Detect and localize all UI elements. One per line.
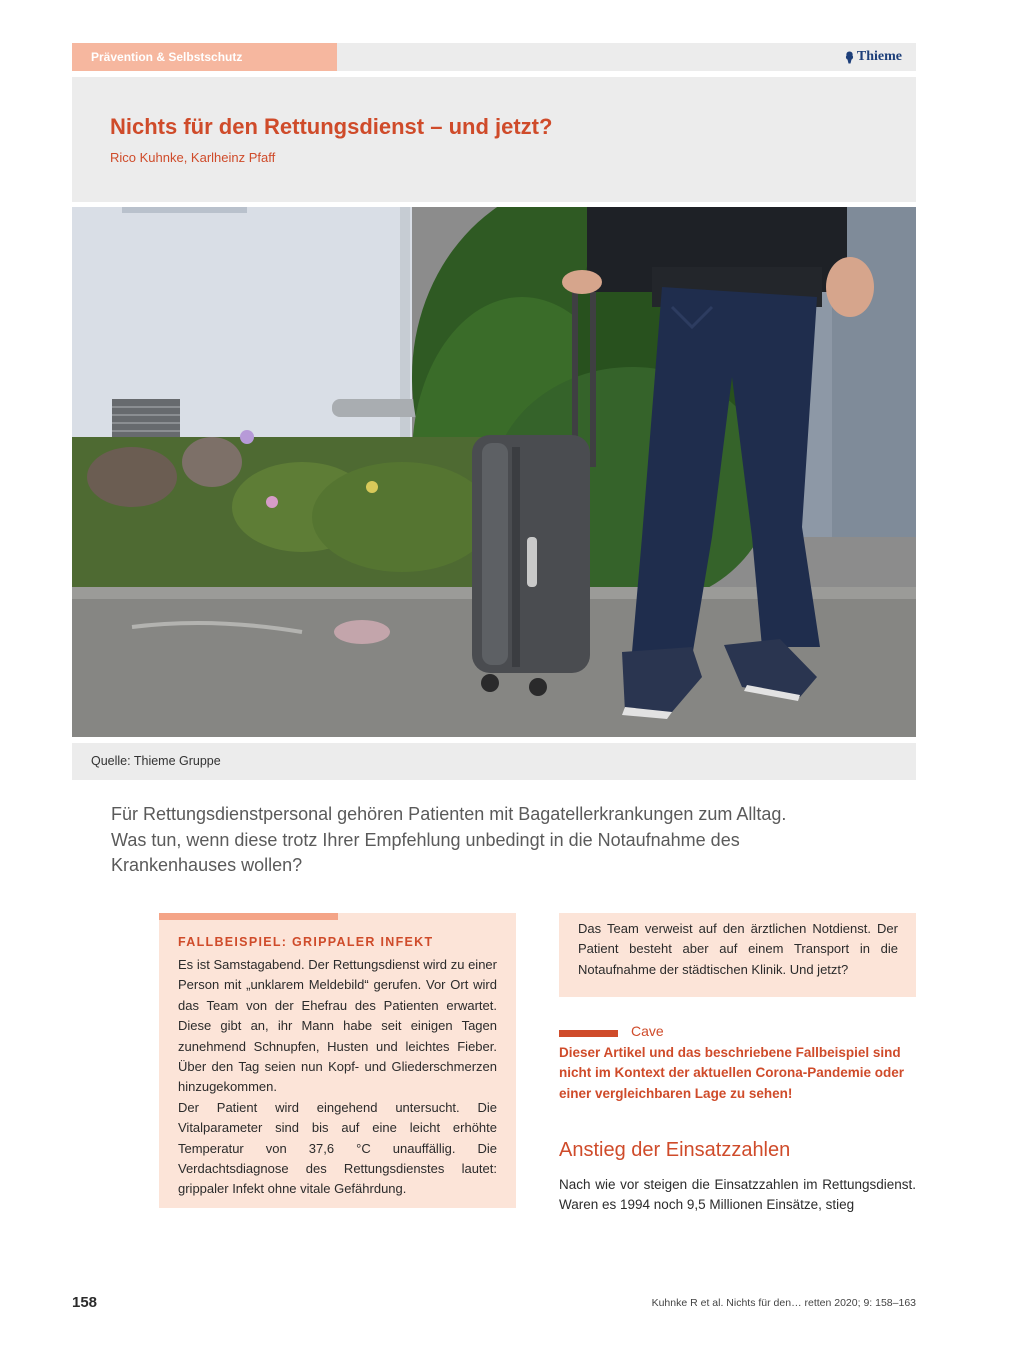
image-caption: Quelle: Thieme Gruppe [72, 743, 916, 780]
case-study-continuation: Das Team verweist auf den ärztlichen Notdienst. Der Patient besteht aber auf einem Transport in die Notaufnahme der städtischen Klinik. Und jetzt? [578, 921, 898, 977]
cave-marker [559, 1030, 618, 1037]
top-bar [337, 43, 916, 71]
case-paragraph: Es ist Samstagabend. Der Rettungsdienst wird zu einer Person mit „unklarem Meldebild“ gerufen. Vor Ort wird das Team von der Ehefrau des Patienten erwartet. Diese gibt an, ihr Mann habe seit einigen Tagen zunehmend Schnupfen, Husten und leichtes Fieber. Über den Tag seien nun Kopf- und Gliederschmerzen hinzugekommen. [178, 957, 497, 1095]
section-heading: Anstieg der Einsatzzahlen [559, 1139, 791, 1161]
lead-line: Krankenhauses wollen? [111, 855, 303, 875]
case-study-title: FALLBEISPIEL: GRIPPALER INFEKT [178, 935, 434, 949]
case-study-text [178, 955, 497, 1200]
suitcase-photo-illustration [72, 207, 916, 737]
case-box-accent [159, 913, 338, 920]
lead-line: Für Rettungsdienstpersonal gehören Patienten mit Bagatellerkrankungen zum Alltag. [111, 804, 787, 824]
article-lead [111, 802, 831, 879]
article-photo [72, 207, 916, 737]
article-title: Nichts für den Rettungsdienst – und jetzt? [110, 114, 553, 139]
case-study-continuation-box [559, 913, 916, 997]
cave-text: Dieser Artikel und das beschriebene Fallbeispiel sind nicht im Kontext der aktuellen Corona-Pandemie oder einer vergleichbaren Lage zu sehen! [559, 1045, 905, 1101]
citation: Kuhnke R et al. Nichts für den… retten 2020; 9: 158–163 [651, 1297, 916, 1309]
lead-line: Was tun, wenn diese trotz Ihrer Empfehlung unbedingt in die Notaufnahme des [111, 829, 740, 850]
body-text: Nach wie vor steigen die Einsatzzahlen im Rettungsdienst. Waren es 1994 noch 9,5 Millionen Einsätze, stieg [559, 1177, 916, 1213]
article-authors: Rico Kuhnke, Karlheinz Pfaff [110, 150, 276, 165]
page-number: 158 [72, 1294, 98, 1311]
publisher-logo [845, 49, 902, 65]
thieme-logo-icon [845, 51, 854, 64]
section-tab: Prävention & Selbstschutz [72, 43, 337, 71]
publisher-name: Thieme [856, 49, 902, 64]
case-paragraph: Der Patient wird eingehend untersucht. Die Vitalparameter sind bis auf eine leicht erhöhte Temperatur von 37,6 °C unauffällig. Die Verdachtsdiagnose des Rettungsdienstes lautet: grippaler Infekt ohne vitale Gefährdung. [178, 1099, 497, 1197]
cave-label: Cave [631, 1023, 664, 1039]
article-header [72, 77, 916, 202]
case-study-box [159, 913, 516, 1208]
